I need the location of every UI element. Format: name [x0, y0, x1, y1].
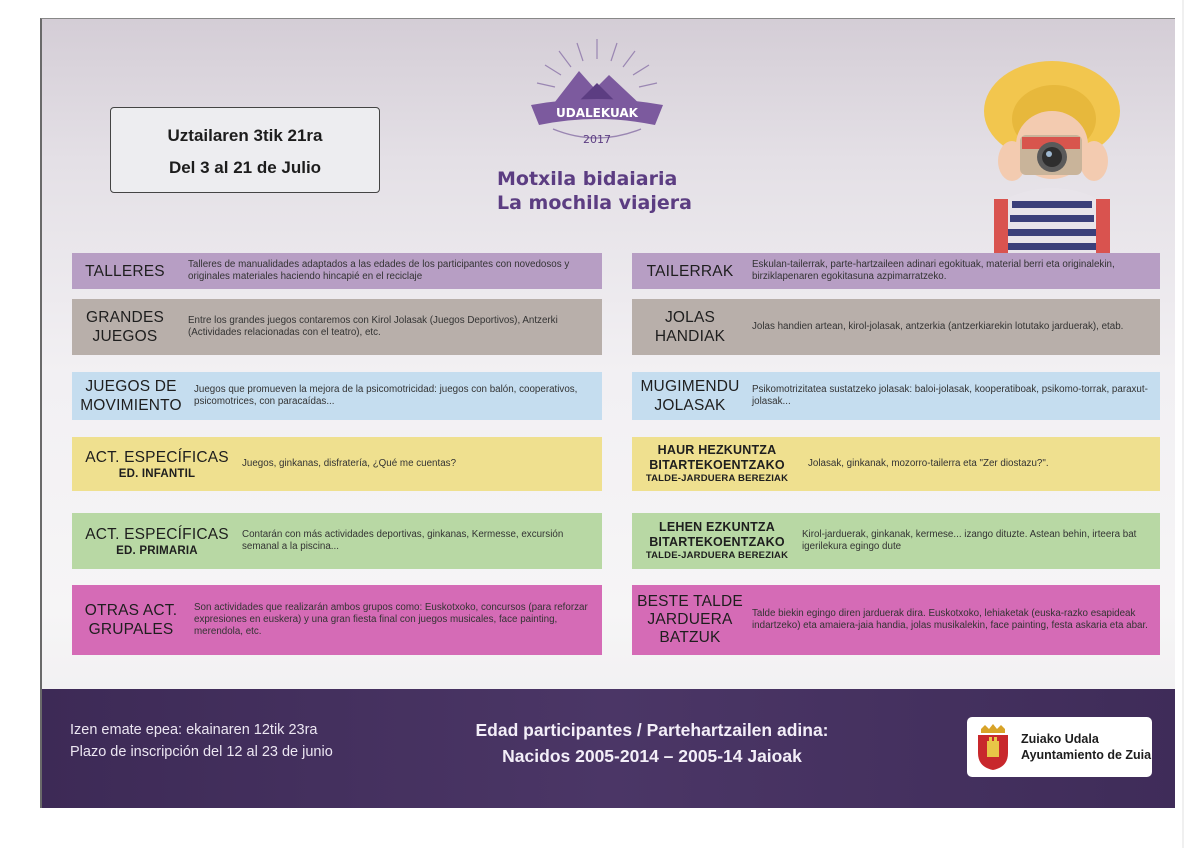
- row-label-line: JOLAS: [664, 309, 716, 326]
- row-label-line: ED. INFANTIL: [118, 467, 196, 480]
- child-camera-photo: [942, 49, 1142, 254]
- age-title: Edad participantes / Partehartzailen adina:: [475, 720, 829, 740]
- row-label: [632, 593, 748, 647]
- mountain-sun-icon: [517, 37, 677, 167]
- council-name: [1021, 731, 1151, 763]
- council-es: Ayuntamiento de Zuia: [1021, 748, 1152, 762]
- row-label: [632, 520, 802, 562]
- row-label-line: TALDE-JARDUERA BEREZIAK: [645, 550, 789, 561]
- date-box: [110, 107, 380, 193]
- row-label: [632, 308, 748, 346]
- row-label-line: BITARTEKOENTZAKO: [649, 458, 785, 472]
- row-label: TAILERRAK: [646, 262, 734, 280]
- coat-of-arms-icon: [975, 723, 1011, 771]
- row-label-line: LEHEN EZKUNTZA: [659, 520, 775, 534]
- row-jolas-handiak: [632, 299, 1160, 355]
- row-label-line: TALDE-JARDUERA BEREZIAK: [645, 473, 789, 484]
- council-eu: Zuiako Udala: [1021, 732, 1099, 746]
- row-haur-hezkuntza: [632, 437, 1160, 491]
- registration-es: Plazo de inscripción del 12 al 23 de junio: [70, 744, 333, 760]
- title-eu: Motxila bidaiaria: [497, 168, 678, 190]
- row-label-line: OTRAS ACT.: [84, 602, 178, 619]
- badge-year: 2017: [583, 133, 611, 146]
- row-label: TALLERES: [85, 262, 165, 280]
- row-label-line: ACT. ESPECÍFICAS: [85, 448, 229, 466]
- row-talleres: [72, 253, 602, 289]
- row-act-infantil: [72, 437, 602, 491]
- row-label-line: JUEGOS: [92, 328, 158, 345]
- udalekuak-logo: [497, 37, 697, 214]
- row-desc: Juegos que promueven la mejora de la psicomotricidad: juegos con balón, cooperativos, psicomotrices, con paracaídas...: [194, 384, 578, 407]
- row-label: [632, 443, 802, 485]
- row-lehen-ezkuntza: [632, 513, 1160, 569]
- row-label-line: BATZUK: [659, 629, 721, 646]
- participant-age: [422, 717, 882, 769]
- registration-period: [70, 719, 333, 763]
- row-label-line: MUGIMENDU: [640, 378, 740, 395]
- row-juegos-movimiento: [72, 372, 602, 420]
- row-desc: Talleres de manualidades adaptados a las edades de los participantes con novedosos y originales materiales haciendo hincapié en el reciclaje: [188, 259, 570, 282]
- footer: [42, 689, 1175, 808]
- row-beste-talde: [632, 585, 1160, 655]
- registration-eu: Izen emate epea: ekainaren 12tik 23ra: [70, 722, 318, 738]
- row-label-line: HAUR HEZKUNTZA: [657, 443, 777, 457]
- date-eu: Uztailaren 3tik 21ra: [167, 126, 323, 145]
- row-label-line: JUEGOS DE: [85, 378, 177, 395]
- badge-text: UDALEKUAK: [556, 106, 638, 120]
- row-label-line: GRANDES: [85, 309, 165, 326]
- row-label-line: HANDIAK: [654, 328, 726, 345]
- row-grandes-juegos: [72, 299, 602, 355]
- row-label-line: MOVIMIENTO: [80, 397, 182, 414]
- scan-edge: [1182, 0, 1184, 848]
- row-label-line: JOLASAK: [654, 397, 726, 414]
- row-desc: Entre los grandes juegos contaremos con Kirol Jolasak (Juegos Deportivos), Antzerki (Actividades relacionadas con el teatro), etc.: [188, 315, 558, 338]
- row-tailerrak: [632, 253, 1160, 289]
- poster: [40, 18, 1175, 808]
- row-label-line: BESTE TALDE: [637, 593, 743, 610]
- row-desc: Jolas handien artean, kirol-jolasak, antzerkia (antzerkiarekin lotutako jarduerak), etab.: [752, 321, 1124, 332]
- row-desc: Eskulan-tailerrak, parte-hartzaileen adinari egokituak, material berri eta originalekin, birziklapenaren egokitasuna azpimarratzeko.: [752, 259, 1115, 282]
- row-label: [72, 377, 190, 415]
- row-desc: Juegos, ginkanas, disfratería, ¿Qué me cuentas?: [242, 458, 457, 469]
- row-desc: Psikomotrizitatea sustatzeko jolasak: baloi-jolasak, kooperatiboak, psikomo-torrak, paraxut-jolasak...: [752, 384, 1148, 407]
- row-label-line: GRUPALES: [88, 621, 174, 638]
- row-desc: Kirol-jarduerak, ginkanak, kermese... izango dituzte. Astean behin, irteera bat igerilekura egingo dute: [802, 529, 1137, 552]
- row-label-line: ED. PRIMARIA: [116, 544, 198, 557]
- row-desc: Contarán con más actividades deportivas, ginkanas, Kermesse, excursión semanal a la piscina...: [242, 529, 564, 552]
- child-with-camera-illustration: [942, 49, 1142, 254]
- title-es: La mochila viajera: [497, 192, 692, 214]
- row-act-primaria: [72, 513, 602, 569]
- row-label-line: JARDUERA: [647, 611, 733, 628]
- row-label: [72, 525, 242, 558]
- row-label: [72, 448, 242, 481]
- row-label-line: ACT. ESPECÍFICAS: [85, 525, 229, 543]
- council-logo: [967, 717, 1152, 777]
- row-label: [72, 601, 190, 639]
- row-desc: Talde biekin egingo diren jarduerak dira. Euskotxoko, lehiaketak (euska-razko esapideak indartzeko) eta amaiera-jaia handia, jolas musikalekin, face painting, festa askaria eta abar.: [752, 608, 1148, 631]
- row-label: [72, 308, 178, 346]
- date-es: Del 3 al 21 de Julio: [168, 158, 322, 177]
- row-desc: Son actividades que realizarán ambos grupos como: Euskotxoko, concursos (para reforzar expresiones en euskera) y una gran fiesta final con juegos musicales, face painting, merendola, etc.: [194, 602, 588, 637]
- row-label: [632, 377, 748, 415]
- age-range: Nacidos 2005-2014 – 2005-14 Jaioak: [502, 746, 802, 766]
- row-desc: Jolasak, ginkanak, mozorro-tailerra eta "Zer diostazu?".: [808, 458, 1049, 469]
- row-mugimendu-jolasak: [632, 372, 1160, 420]
- row-otras-act: [72, 585, 602, 655]
- row-label-line: BITARTEKOENTZAKO: [649, 535, 785, 549]
- logo-title: [497, 167, 737, 215]
